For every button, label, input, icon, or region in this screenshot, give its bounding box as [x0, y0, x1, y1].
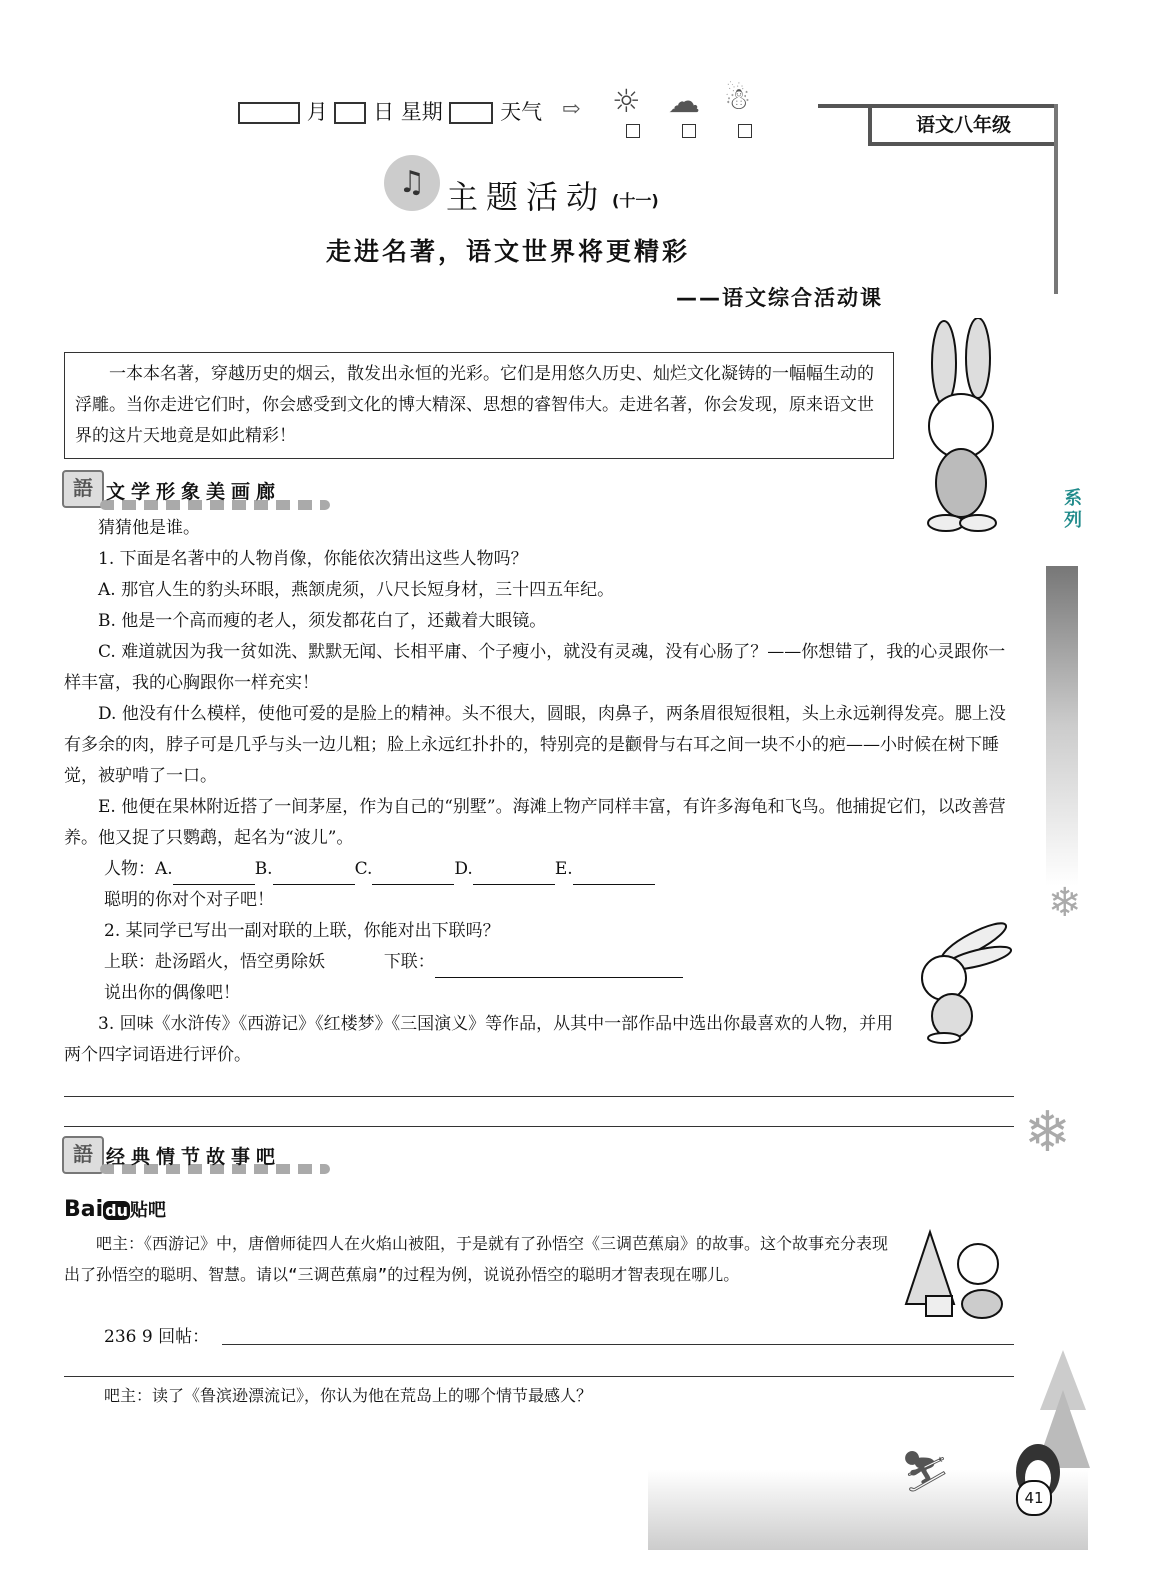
- section-icon: 語: [62, 470, 104, 508]
- weekday-box[interactable]: [449, 102, 493, 124]
- question-2: 2. 某同学已写出一副对联的上联，你能对出下联吗？: [104, 921, 500, 941]
- answer-e-field[interactable]: [573, 866, 655, 885]
- section-icon: 語: [62, 1136, 104, 1174]
- intro-box: 一本本名著，穿越历史的烟云，散发出永恒的光彩。它们是用悠久历史、灿烂文化凝铸的一幅幅生动的浮雕。当你走进它们时，你会感受到文化的博大精深、思想的睿智伟大。走进名著，你会发现，原来语文世界的这片天地竟是如此精彩！: [64, 352, 894, 459]
- arrow-icon: ⇨: [562, 97, 581, 122]
- snowy-checkbox[interactable]: [738, 124, 752, 138]
- sunny-checkbox[interactable]: [626, 124, 640, 138]
- header-rule-bottom: [868, 142, 1058, 146]
- side-tab: 系列: [1064, 488, 1082, 531]
- snowflake-icon: ❄: [1048, 880, 1082, 926]
- rabbit-illustration: [906, 318, 1016, 532]
- answer-c-field[interactable]: [372, 866, 454, 885]
- couplet-intro: 聪明的你对个对子吧！: [104, 890, 274, 910]
- option-d: D. 他没有什么模样，使他可爱的是脸上的精神。头不很大，圆眼，肉鼻子，两条眉很短很粗，头上永远剃得发亮。腮上没有多余的肉，脖子可是几乎与头一边儿粗；脸上永远红扑扑的，特别亮的是颧骨与右耳之间一块不小的疤——小时候在树下睡觉，被驴啃了一口。: [64, 704, 1006, 786]
- header-rule-left: [868, 104, 872, 146]
- section-title-stories: 经典情节故事吧: [106, 1146, 282, 1168]
- option-b: B. 他是一个高而瘦的老人，须发都花白了，还戴着大眼镜。: [98, 611, 547, 631]
- tieba-post-2: 吧主：读了《鲁滨逊漂流记》，你认为他在荒岛上的哪个情节最感人？: [104, 1386, 593, 1405]
- snow-cloud-icon: ☃: [724, 82, 751, 117]
- couplet-row: 上联：赴汤蹈火，悟空勇除妖 下联：: [104, 947, 683, 978]
- byline: ——语文综合活动课: [676, 286, 883, 310]
- day-box[interactable]: [334, 102, 366, 124]
- cloudy-checkbox[interactable]: [682, 124, 696, 138]
- answer-a-field[interactable]: [173, 866, 255, 885]
- page-number: 41: [1016, 1480, 1052, 1516]
- answer-line-1[interactable]: [64, 1096, 1014, 1097]
- answer-row: 人物：A. B. C. D. E.: [104, 854, 655, 885]
- option-e: E. 他便在果林附近搭了一间茅屋，作为自己的“别墅”。海滩上物产同样丰富，有许多海龟和飞鸟。他捕捉它们，以改善营养。他又捉了只鹦鹉，起名为“波儿”。: [64, 797, 1006, 848]
- music-figures-icon: ♫: [384, 155, 440, 211]
- page-subtitle: 走进名著，语文世界将更精彩: [326, 237, 691, 266]
- header-rule: [818, 104, 1058, 108]
- side-gradient-bar: [1046, 566, 1078, 886]
- answer-b-field[interactable]: [273, 866, 355, 885]
- tieba-post-1: 吧主：《西游记》中，唐僧师徒四人在火焰山被阻，于是就有了孙悟空《三调芭蕉扇》的故事。这个故事充分表现出了孙悟空的聪明、智慧。请以“三调芭蕉扇”的过程为例，说说孙悟空的聪明才智表现在哪儿。: [64, 1234, 889, 1284]
- question-1: 1. 下面是名著中的人物肖像，你能依次猜出这些人物吗？: [98, 549, 528, 569]
- page-title: 主题活动: [446, 178, 607, 216]
- cloud-icon: ☁: [668, 82, 700, 120]
- answer-d-field[interactable]: [473, 866, 555, 885]
- baidu-tieba-logo: Bai du 贴吧: [64, 1197, 166, 1222]
- sun-icon: ☼: [612, 82, 641, 120]
- grade-label: 语文八年级: [916, 114, 1012, 136]
- option-a: A. 那官人生的豹头环眼，燕颔虎须，八尺长短身材，三十四五年纪。: [98, 580, 615, 600]
- header-rule-right: [1054, 104, 1058, 294]
- section-title-gallery: 文学形象美画廊: [106, 481, 282, 503]
- option-c: C. 难道就因为我一贫如洗、默默无闻、长相平庸、个子瘦小，就没有灵魂，没有心肠了？——你想错了，我的心灵跟你一样丰富，我的心胸跟你一样充实！: [64, 642, 1006, 693]
- answer-line-2[interactable]: [64, 1126, 1014, 1127]
- idol-intro: 说出你的偶像吧！: [104, 983, 240, 1003]
- reply-line-2[interactable]: [64, 1376, 1014, 1377]
- guess-intro: 猜猜他是谁。: [98, 518, 200, 538]
- reply-line-1[interactable]: [222, 1344, 1014, 1345]
- month-box[interactable]: [238, 102, 300, 124]
- question-3: 3. 回味《水浒传》《西游记》《红楼梦》《三国演义》等作品，从其中一部作品中选出你最喜欢的人物，并用两个四字词语进行评价。: [64, 1014, 894, 1065]
- sled-children-icon: ⛷: [900, 1449, 951, 1495]
- tieba-stats: 236 9 回帖：: [104, 1327, 210, 1347]
- snowflake-large-icon: ❄: [1024, 1100, 1071, 1165]
- date-line: 月 日 星期 天气: [238, 96, 542, 126]
- title-number: (十一): [612, 191, 659, 210]
- christmas-illustration: [900, 1226, 1010, 1322]
- waving-rabbit-illustration: [904, 920, 1020, 1044]
- lower-couplet-field[interactable]: [435, 959, 683, 978]
